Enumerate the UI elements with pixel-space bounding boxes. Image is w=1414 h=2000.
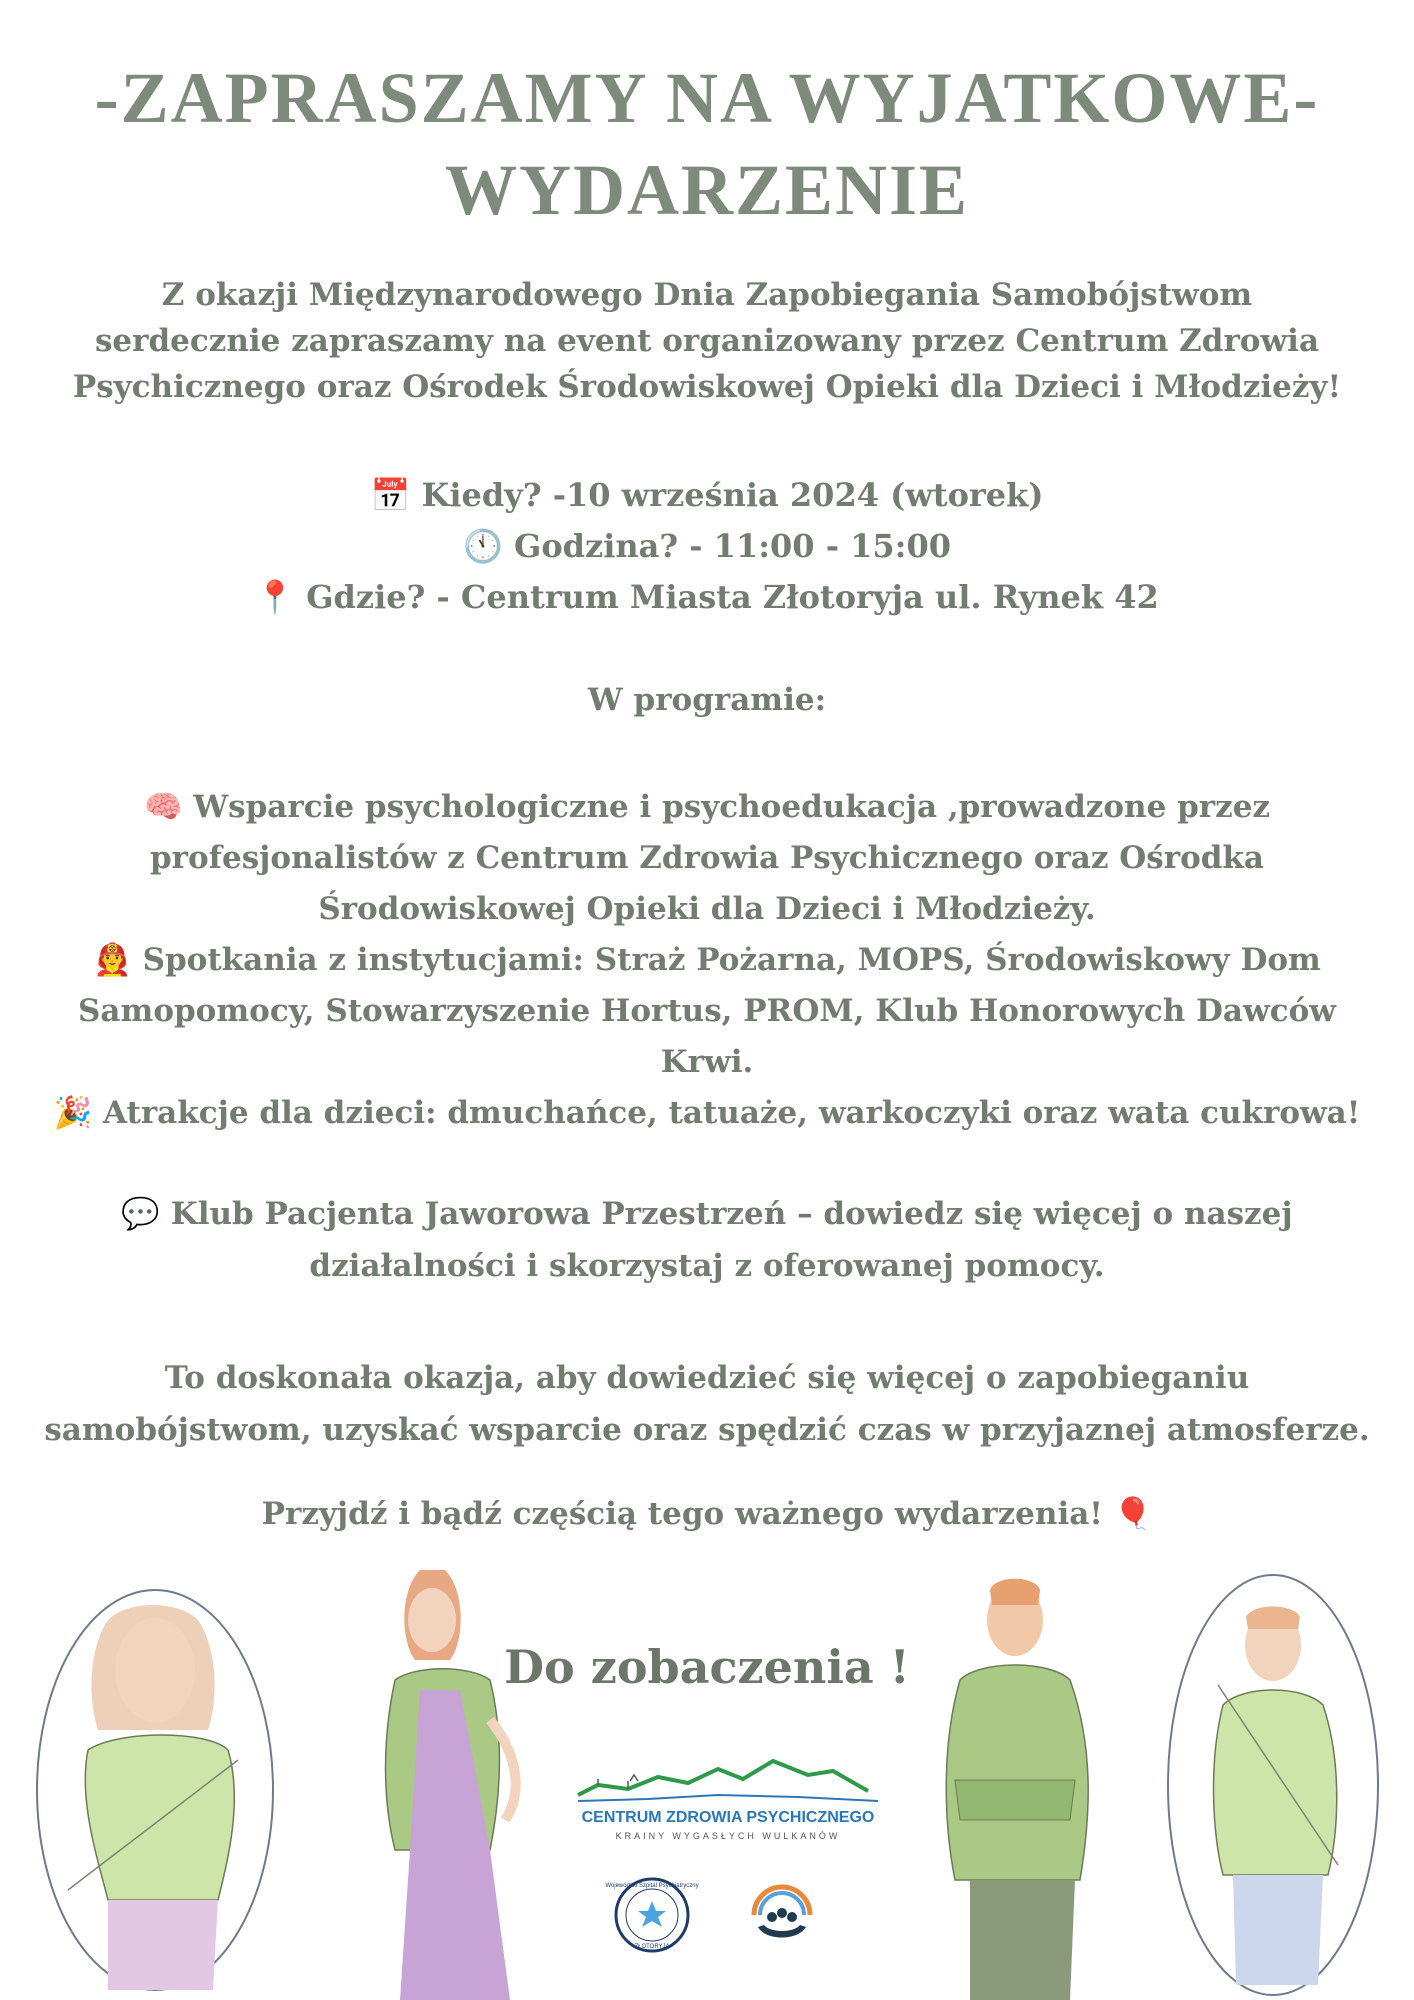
program-heading: W programie: (587, 682, 827, 718)
page-title (0, 52, 1414, 236)
program-item-3-line-1 (0, 1088, 1414, 1139)
club-line-2: działalności i skorzystaj z oferowanej pomocy. (309, 1248, 1105, 1284)
hospital-seal-logo (605, 1875, 699, 1955)
program-item-1-line-1 (0, 782, 1414, 833)
program-item-2-line-1 (0, 935, 1414, 986)
woman-hugging-illustration (28, 1560, 283, 2000)
info-time (0, 521, 1414, 572)
mountains-icon (568, 1755, 888, 1811)
calendar-icon: 📅 (370, 476, 411, 514)
club-text-1: Klub Pacjenta Jaworowa Przestrzeń – dowiedz się więcej o naszej (170, 1196, 1293, 1232)
program-item-1-line-2: profesjonalistów z Centrum Zdrowia Psychicznego oraz Ośrodka (149, 840, 1265, 876)
seal-bottom-text: ZŁOTORYJA (634, 1944, 670, 1950)
program-item-2-line-2: Samopomocy, Stowarzyszenie Hortus, PROM, Klub Honorowych Dawców (78, 993, 1336, 1029)
firefighter-icon: 👨‍🚒 (93, 942, 132, 978)
pin-icon: 📍 (255, 578, 296, 616)
program-item-3-text-1: Atrakcje dla dzieci: dmuchańce, tatuaże, warkoczyki oraz wata cukrowa! (103, 1095, 1361, 1131)
title-line-2: WYDARZENIE (444, 150, 970, 230)
event-info (0, 470, 1414, 623)
club-line-1 (0, 1188, 1414, 1240)
invite-line (0, 1495, 1414, 1532)
balloon-icon: 🎈 (1113, 1496, 1153, 1532)
intro-line-3: Psychicznego oraz Ośrodek Środowiskowej Opieki dla Dzieci i Młodzieży! (72, 369, 1342, 405)
man-thinking-illustration (1158, 1545, 1388, 2000)
seal-top-text: Wojewódzki Szpital Psychiatryczny (605, 1883, 699, 1889)
program-item-2-line-3: Krwi. (660, 1044, 754, 1080)
woman-standing-illustration (340, 1550, 540, 2000)
program-item-2-text-1: Spotkania z instytucjami: Straż Pożarna, MOPS, Środowiskowy Dom (142, 942, 1321, 978)
info-where (0, 572, 1414, 623)
closing-paragraph (0, 1352, 1414, 1456)
logo-subtitle: KRAINY WYGASŁYCH WULKANÓW (615, 1831, 841, 1841)
invite-text: Przyjdź i bądź częścią tego ważnego wydarzenia! (261, 1496, 1103, 1532)
closing-line-2: samobójstwom, uzyskać wsparcie oraz spędzić czas w przyjaznej atmosferze. (44, 1412, 1370, 1448)
intro-line-2: serdecznie zapraszamy na event organizowany przez Centrum Zdrowia (94, 323, 1320, 359)
info-when (0, 470, 1414, 521)
program-item-1-line-3: Środowiskowej Opieki dla Dzieci i Młodzieży. (318, 891, 1096, 927)
party-popper-icon: 🎉 (53, 1095, 93, 1131)
title-line-1: -ZAPRASZAMY NA WYJATKOWE- (94, 58, 1320, 138)
info-when-text: Kiedy? -10 września 2024 (wtorek) (421, 476, 1044, 514)
logo-name: CENTRUM ZDROWIA PSYCHICZNEGO (581, 1809, 875, 1826)
program-item-1-text-1: Wsparcie psychologiczne i psychoedukacja ,prowadzone przez (193, 789, 1271, 825)
farewell-text: Do zobaczenia ! (504, 1640, 910, 1694)
speech-bubble-icon: 💬 (121, 1196, 160, 1232)
club-paragraph (0, 1188, 1414, 1292)
brain-icon: 🧠 (143, 789, 183, 825)
community-hands-logo (742, 1875, 822, 1955)
intro-line-1: Z okazji Międzynarodowego Dnia Zapobiegania Samobójstwom (161, 277, 1253, 313)
man-crossed-arms-illustration (910, 1560, 1120, 2000)
intro-paragraph (0, 272, 1414, 410)
closing-line-1: To doskonała okazja, aby dowiedzieć się więcej o zapobieganiu (164, 1360, 1250, 1396)
cz-psych-logo (568, 1755, 888, 1865)
info-time-text: Godzina? - 11:00 - 15:00 (513, 527, 951, 565)
clock-icon: 🕚 (463, 527, 503, 565)
program-list (0, 782, 1414, 1139)
info-where-text: Gdzie? - Centrum Miasta Złotoryja ul. Rynek 42 (306, 578, 1159, 616)
